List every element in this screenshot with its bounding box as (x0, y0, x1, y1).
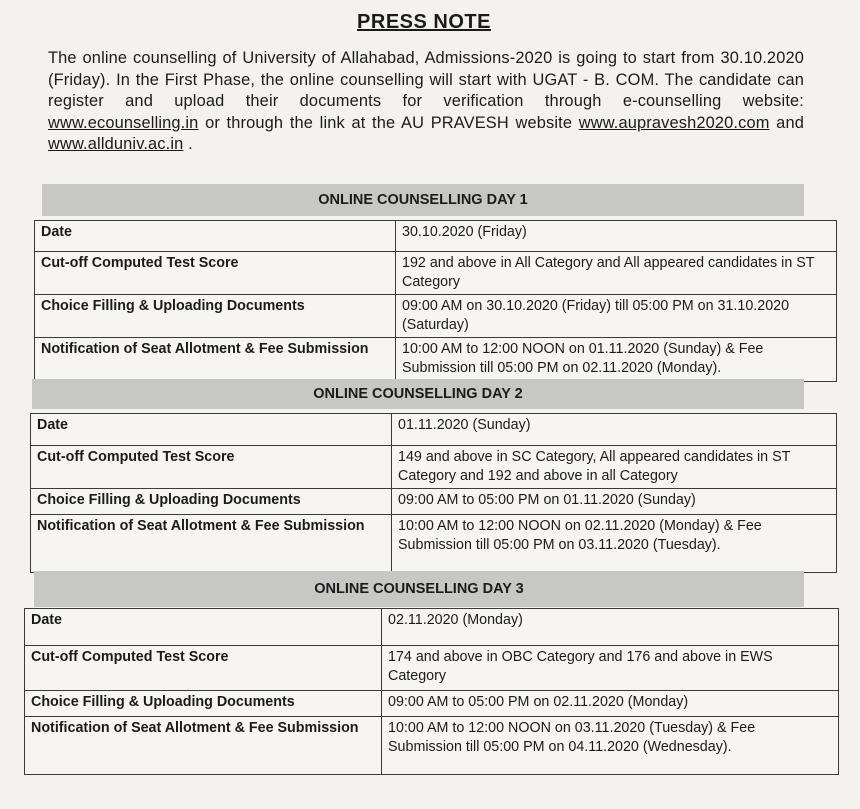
intro-text: The online counselling of University of Allahabad, Admissions-2020 is going to start from 30.10.2020 (Friday). In the First Phase, the online counselling will start with UGAT - B. COM. The candidate can register and upload their documents for verification through e-counselling website: (48, 49, 804, 111)
table-row (31, 446, 837, 489)
allduniv-link[interactable]: www.allduniv.ac.in (48, 135, 184, 154)
table-row (25, 646, 839, 691)
row-value: 192 and above in All Category and All appeared candidates in ST Category (396, 252, 837, 295)
row-label: Cut-off Computed Test Score (35, 252, 396, 295)
row-label: Notification of Seat Allotment & Fee Submission (25, 717, 382, 775)
day2-heading (32, 379, 804, 409)
row-value: 10:00 AM to 12:00 NOON on 02.11.2020 (Monday) & Fee Submission till 05:00 PM on 03.11.2020 (Tuesday). (392, 515, 837, 573)
row-label: Cut-off Computed Test Score (31, 446, 392, 489)
intro-paragraph (48, 48, 804, 156)
day3-heading (34, 571, 804, 607)
page-title: PRESS NOTE (357, 11, 491, 33)
row-label: Notification of Seat Allotment & Fee Submission (35, 338, 396, 382)
row-value: 30.10.2020 (Friday) (396, 221, 837, 252)
row-label: Choice Filling & Uploading Documents (25, 691, 382, 717)
row-label: Cut-off Computed Test Score (25, 646, 382, 691)
row-value: 01.11.2020 (Sunday) (392, 414, 837, 446)
day1-heading (42, 184, 804, 216)
row-label: Date (31, 414, 392, 446)
row-label: Date (25, 609, 382, 646)
table-row (25, 609, 839, 646)
table-row (31, 414, 837, 446)
row-value: 09:00 AM to 05:00 PM on 01.11.2020 (Sunday) (392, 489, 837, 515)
row-label: Choice Filling & Uploading Documents (31, 489, 392, 515)
day1-heading-text: ONLINE COUNSELLING DAY 1 (318, 192, 528, 208)
row-value: 09:00 AM to 05:00 PM on 02.11.2020 (Monday) (382, 691, 839, 717)
table-row (35, 252, 837, 295)
table-row (31, 489, 837, 515)
intro-text: and (769, 113, 804, 132)
row-value: 10:00 AM to 12:00 NOON on 01.11.2020 (Sunday) & Fee Submission till 05:00 PM on 02.11.2020 (Monday). (396, 338, 837, 382)
day3-heading-text: ONLINE COUNSELLING DAY 3 (314, 581, 524, 597)
row-value: 02.11.2020 (Monday) (382, 609, 839, 646)
row-value: 174 and above in OBC Category and 176 and above in EWS Category (382, 646, 839, 691)
ecounselling-link[interactable]: www.ecounselling.in (48, 113, 199, 132)
row-label: Choice Filling & Uploading Documents (35, 295, 396, 338)
day2-table (30, 413, 837, 573)
row-label: Date (35, 221, 396, 252)
intro-text: . (183, 135, 193, 154)
table-row (35, 221, 837, 252)
table-row (25, 691, 839, 717)
row-value: 09:00 AM on 30.10.2020 (Friday) till 05:00 PM on 31.10.2020 (Saturday) (396, 295, 837, 338)
table-row (25, 717, 839, 775)
day3-table (24, 608, 839, 775)
row-value: 149 and above in SC Category, All appeared candidates in ST Category and 192 and above in all Category (392, 446, 837, 489)
row-value: 10:00 AM to 12:00 NOON on 03.11.2020 (Tuesday) & Fee Submission till 05:00 PM on 04.11.2020 (Wednesday). (382, 717, 839, 775)
aupravesh-link[interactable]: www.aupravesh2020.com (578, 113, 770, 132)
table-row (35, 338, 837, 382)
intro-text: or through the link at the AU PRAVESH website (198, 113, 579, 132)
day2-heading-text: ONLINE COUNSELLING DAY 2 (313, 386, 523, 402)
table-row (35, 295, 837, 338)
row-label: Notification of Seat Allotment & Fee Submission (31, 515, 392, 573)
day1-table (34, 220, 837, 382)
table-row (31, 515, 837, 573)
